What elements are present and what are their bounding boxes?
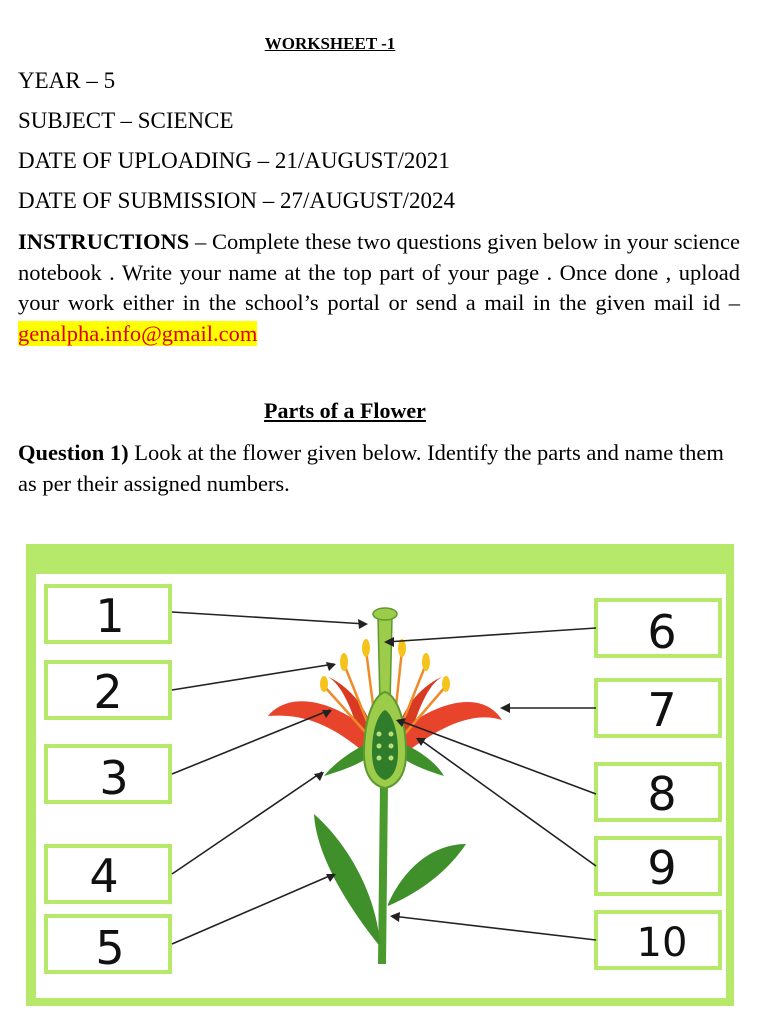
question-1-label: Question 1) <box>18 440 129 465</box>
instructions-text: – Complete these two questions given below in your science notebook . Write your name at the top part of your page . Once done , upload your work either in the school’s portal or send a mail in the given mail id – <box>18 229 740 315</box>
date-submission-line: DATE OF SUBMISSION – 27/AUGUST/2024 <box>18 188 456 213</box>
right-leaf <box>388 844 466 906</box>
pointer-line-5 <box>172 874 334 944</box>
pointer-line-2 <box>172 664 334 690</box>
label-number-1: 1 <box>95 589 125 643</box>
stigma <box>373 608 397 620</box>
pointer-line-3 <box>172 710 330 774</box>
instructions-label: INSTRUCTIONS <box>18 229 190 254</box>
label-number-8: 8 <box>647 767 677 821</box>
label-number-10: 10 <box>636 920 688 966</box>
flower-diagram <box>26 544 734 1006</box>
label-number-4: 4 <box>89 849 119 903</box>
year-line: YEAR – 5 <box>18 68 116 93</box>
section-heading: Parts of a Flower <box>264 398 426 423</box>
pointer-line-6 <box>386 628 596 642</box>
pointer-line-4 <box>172 772 322 874</box>
label-number-2: 2 <box>93 665 123 719</box>
email-link[interactable]: genalpha.info@gmail.com <box>18 320 258 346</box>
worksheet-title: WORKSHEET -1 <box>264 34 396 53</box>
date-uploading-line: DATE OF UPLOADING – 21/AUGUST/2021 <box>18 148 450 173</box>
pointer-line-1 <box>172 612 366 624</box>
flower-stem <box>382 784 384 964</box>
question-1 <box>18 438 740 499</box>
label-number-3: 3 <box>99 751 129 805</box>
instructions-paragraph <box>18 227 740 349</box>
pointer-line-10 <box>392 916 596 940</box>
flower-illustration <box>268 608 502 964</box>
label-number-5: 5 <box>95 921 125 975</box>
label-number-9: 9 <box>647 841 677 895</box>
subject-line: SUBJECT – SCIENCE <box>18 108 234 133</box>
pointer-line-8 <box>398 720 596 794</box>
question-1-text: Look at the flower given below. Identify the parts and name them as per their assigned numbers. <box>18 440 724 496</box>
label-number-6: 6 <box>647 605 677 659</box>
pointer-line-9 <box>418 738 596 866</box>
label-number-7: 7 <box>647 683 677 737</box>
